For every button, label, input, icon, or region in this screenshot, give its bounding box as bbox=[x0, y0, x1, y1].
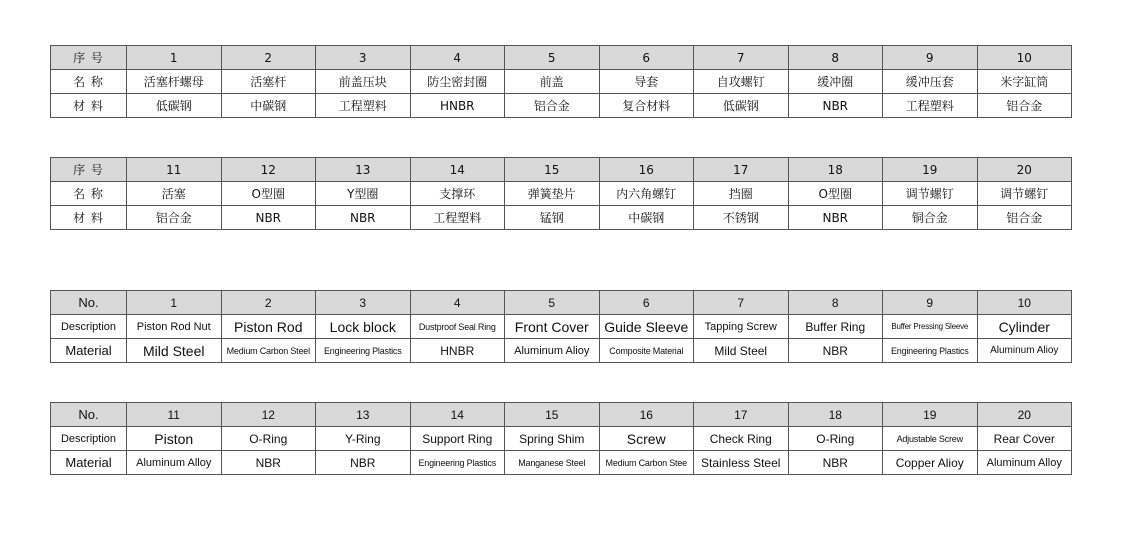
row-label-description: Description bbox=[51, 315, 127, 339]
part-name: 自攻螺钉 bbox=[694, 70, 789, 94]
part-material: NBR bbox=[788, 94, 883, 118]
row-label-material: Material bbox=[51, 339, 127, 363]
part-material: 复合材料 bbox=[599, 94, 694, 118]
part-material: Aluminum Alioy bbox=[977, 339, 1072, 363]
part-material: NBR bbox=[316, 451, 411, 475]
part-material: 工程塑料 bbox=[316, 94, 411, 118]
part-material: 中碳钢 bbox=[221, 94, 316, 118]
description-row bbox=[51, 427, 1072, 451]
part-name: 弹簧垫片 bbox=[505, 182, 600, 206]
row-label-number: No. bbox=[51, 291, 127, 315]
part-number: 8 bbox=[788, 46, 883, 70]
part-number: 7 bbox=[694, 291, 789, 315]
part-name: O型圈 bbox=[221, 182, 316, 206]
part-name: 前盖 bbox=[505, 70, 600, 94]
part-name: 挡圈 bbox=[694, 182, 789, 206]
part-name: Y型圈 bbox=[316, 182, 411, 206]
part-number: 2 bbox=[221, 291, 316, 315]
part-number: 3 bbox=[316, 46, 411, 70]
part-number: 20 bbox=[977, 158, 1072, 182]
part-name: Piston Rod Nut bbox=[127, 315, 222, 339]
part-name: O-Ring bbox=[788, 427, 883, 451]
part-material: Manganese Steel bbox=[505, 451, 600, 475]
part-material: NBR bbox=[788, 339, 883, 363]
part-number: 2 bbox=[221, 46, 316, 70]
part-material: Medium Carbon Steel bbox=[221, 339, 316, 363]
part-material: NBR bbox=[316, 206, 411, 230]
part-material: Engineering Plastics bbox=[316, 339, 411, 363]
part-number: 14 bbox=[410, 158, 505, 182]
parts-table-en-2 bbox=[50, 402, 1072, 475]
part-number: 13 bbox=[316, 403, 411, 427]
part-number: 20 bbox=[977, 403, 1072, 427]
row-label-description: Description bbox=[51, 427, 127, 451]
part-name: Buffer Pressing Sleeve bbox=[883, 315, 978, 339]
parts-table-cn-2 bbox=[50, 157, 1072, 230]
part-number: 18 bbox=[788, 158, 883, 182]
part-number: 12 bbox=[221, 158, 316, 182]
part-name: Piston bbox=[127, 427, 222, 451]
part-number: 19 bbox=[883, 403, 978, 427]
part-material: 低碳钢 bbox=[127, 94, 222, 118]
part-material: 铝合金 bbox=[505, 94, 600, 118]
part-number: 9 bbox=[883, 291, 978, 315]
part-number: 6 bbox=[599, 291, 694, 315]
part-name: Screw bbox=[599, 427, 694, 451]
part-material: HNBR bbox=[410, 94, 505, 118]
part-name: Rear Cover bbox=[977, 427, 1072, 451]
part-name: 前盖压块 bbox=[316, 70, 411, 94]
part-material: HNBR bbox=[410, 339, 505, 363]
part-number: 6 bbox=[599, 46, 694, 70]
part-material: 锰钢 bbox=[505, 206, 600, 230]
part-name: Y-Ring bbox=[316, 427, 411, 451]
part-material: NBR bbox=[788, 206, 883, 230]
row-label-material: Material bbox=[51, 451, 127, 475]
part-number: 5 bbox=[505, 291, 600, 315]
part-number: 13 bbox=[316, 158, 411, 182]
part-number: 4 bbox=[410, 46, 505, 70]
part-name: 缓冲圈 bbox=[788, 70, 883, 94]
parts-table-cn-1 bbox=[50, 45, 1072, 118]
part-number: 7 bbox=[694, 46, 789, 70]
part-material: Engineering Plastics bbox=[883, 339, 978, 363]
number-row bbox=[51, 158, 1072, 182]
part-number: 17 bbox=[694, 158, 789, 182]
material-row bbox=[51, 206, 1072, 230]
part-material: Aluminum Alioy bbox=[505, 339, 600, 363]
part-name: 活塞杆螺母 bbox=[127, 70, 222, 94]
description-row bbox=[51, 315, 1072, 339]
part-name: O-Ring bbox=[221, 427, 316, 451]
part-name: 导套 bbox=[599, 70, 694, 94]
row-label-number: 序 号 bbox=[51, 158, 127, 182]
part-name: Spring Shim bbox=[505, 427, 600, 451]
part-number: 11 bbox=[127, 403, 222, 427]
row-label-name: 名 称 bbox=[51, 70, 127, 94]
part-number: 17 bbox=[694, 403, 789, 427]
part-material: 铝合金 bbox=[977, 94, 1072, 118]
part-name: Front Cover bbox=[505, 315, 600, 339]
part-name: 活塞杆 bbox=[221, 70, 316, 94]
part-number: 8 bbox=[788, 291, 883, 315]
part-material: Mild Steel bbox=[694, 339, 789, 363]
part-name: 调节螺钉 bbox=[977, 182, 1072, 206]
row-label-number: No. bbox=[51, 403, 127, 427]
part-material: Aluminum Alloy bbox=[127, 451, 222, 475]
part-material: 中碳钢 bbox=[599, 206, 694, 230]
part-name: Cylinder bbox=[977, 315, 1072, 339]
part-number: 12 bbox=[221, 403, 316, 427]
part-number: 16 bbox=[599, 403, 694, 427]
part-material: 低碳钢 bbox=[694, 94, 789, 118]
part-material: 铜合金 bbox=[883, 206, 978, 230]
part-number: 19 bbox=[883, 158, 978, 182]
part-name: 活塞 bbox=[127, 182, 222, 206]
part-name: Check Ring bbox=[694, 427, 789, 451]
part-number: 15 bbox=[505, 403, 600, 427]
part-name: Dustproof Seal Ring bbox=[410, 315, 505, 339]
part-number: 4 bbox=[410, 291, 505, 315]
material-row bbox=[51, 451, 1072, 475]
part-material: Copper Alioy bbox=[883, 451, 978, 475]
part-name: 调节螺钉 bbox=[883, 182, 978, 206]
part-material: Stainless Steel bbox=[694, 451, 789, 475]
part-name: Lock block bbox=[316, 315, 411, 339]
part-material: 铝合金 bbox=[977, 206, 1072, 230]
part-material: NBR bbox=[221, 206, 316, 230]
part-number: 11 bbox=[127, 158, 222, 182]
part-number: 3 bbox=[316, 291, 411, 315]
part-name: 支撑环 bbox=[410, 182, 505, 206]
part-number: 14 bbox=[410, 403, 505, 427]
part-number: 1 bbox=[127, 46, 222, 70]
part-material: Composite Material bbox=[599, 339, 694, 363]
part-number: 5 bbox=[505, 46, 600, 70]
part-name: Support Ring bbox=[410, 427, 505, 451]
part-material: 铝合金 bbox=[127, 206, 222, 230]
name-row bbox=[51, 182, 1072, 206]
row-label-material: 材 料 bbox=[51, 94, 127, 118]
part-number: 18 bbox=[788, 403, 883, 427]
part-name: Buffer Ring bbox=[788, 315, 883, 339]
part-name: Adjustable Screw bbox=[883, 427, 978, 451]
row-label-name: 名 称 bbox=[51, 182, 127, 206]
part-number: 16 bbox=[599, 158, 694, 182]
part-material: Aluminum Alloy bbox=[977, 451, 1072, 475]
part-material: NBR bbox=[788, 451, 883, 475]
part-material: Medium Carbon Stee bbox=[599, 451, 694, 475]
part-number: 15 bbox=[505, 158, 600, 182]
parts-table-en-1 bbox=[50, 290, 1072, 363]
part-material: 工程塑料 bbox=[883, 94, 978, 118]
part-name: 米字缸筒 bbox=[977, 70, 1072, 94]
part-name: Tapping Screw bbox=[694, 315, 789, 339]
part-name: Piston Rod bbox=[221, 315, 316, 339]
material-row bbox=[51, 94, 1072, 118]
part-number: 1 bbox=[127, 291, 222, 315]
part-material: Mild Steel bbox=[127, 339, 222, 363]
part-name: Guide Sleeve bbox=[599, 315, 694, 339]
row-label-material: 材 料 bbox=[51, 206, 127, 230]
part-material: NBR bbox=[221, 451, 316, 475]
number-row bbox=[51, 291, 1072, 315]
part-material: 不锈钢 bbox=[694, 206, 789, 230]
part-name: 防尘密封圈 bbox=[410, 70, 505, 94]
part-number: 10 bbox=[977, 46, 1072, 70]
number-row bbox=[51, 403, 1072, 427]
part-name: 缓冲压套 bbox=[883, 70, 978, 94]
part-material: 工程塑料 bbox=[410, 206, 505, 230]
part-name: O型圈 bbox=[788, 182, 883, 206]
part-number: 9 bbox=[883, 46, 978, 70]
part-material: Engineering Plastics bbox=[410, 451, 505, 475]
part-number: 10 bbox=[977, 291, 1072, 315]
part-name: 内六角螺钉 bbox=[599, 182, 694, 206]
material-row bbox=[51, 339, 1072, 363]
number-row bbox=[51, 46, 1072, 70]
name-row bbox=[51, 70, 1072, 94]
row-label-number: 序 号 bbox=[51, 46, 127, 70]
